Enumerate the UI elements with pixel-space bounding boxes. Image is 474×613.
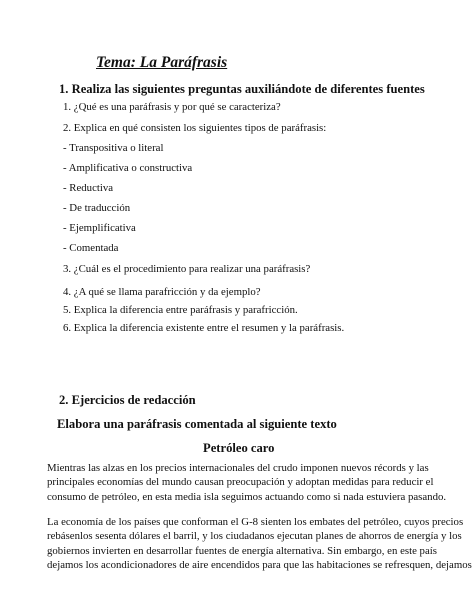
paragraph-2 <box>47 515 472 573</box>
paraphrase-type-amplificativa: - Amplificativa o constructiva <box>63 162 193 174</box>
paraphrase-type-reductiva: - Reductiva <box>63 182 114 194</box>
paragraph-1 <box>47 461 447 504</box>
paraphrase-type-transpositiva: - Transpositiva o literal <box>63 142 164 154</box>
paragraph-2-line: dejamos los acondicionadores de aire encendidos para que las habitaciones se refresquen, dejamos <box>47 559 472 572</box>
question-5: 5. Explica la diferencia entre paráfrasis y parafricción. <box>63 304 298 316</box>
paraphrase-type-traduccion: - De traducción <box>63 202 131 214</box>
question-2: 2. Explica en qué consisten los siguientes tipos de paráfrasis: <box>63 122 327 134</box>
paragraph-2-line: La economía de los países que conforman el G-8 sienten los embates del petróleo, cuyos precios <box>47 516 464 528</box>
paragraph-2-line: rebásenlos sesenta dólares el barril, y los ciudadanos ejecutan planes de ahorros de energía y los <box>47 530 462 543</box>
section1-heading: 1. Realiza las siguientes preguntas auxiliándote de diferentes fuentes <box>59 82 425 96</box>
paragraph-1-line: Mientras las alzas en los precios internacionales del crudo imponen nuevos récords y las <box>47 462 429 474</box>
section2-heading: 2. Ejercicios de redacción <box>59 393 196 407</box>
question-3: 3. ¿Cuál es el procedimiento para realizar una paráfrasis? <box>63 263 311 275</box>
paragraph-1-line: consumo de petróleo, en esta media isla seguimos actuando como si nada estuviera pasando. <box>47 490 447 503</box>
text-title: Petróleo caro <box>203 441 275 455</box>
paragraph-2-line: gobiernos invierten en desarrollar fuentes de energía alternativa. Sin embargo, en este país <box>47 544 437 557</box>
question-1: 1. ¿Qué es una paráfrasis y por qué se caracteriza? <box>63 101 281 113</box>
question-6: 6. Explica la diferencia existente entre el resumen y la paráfrasis. <box>63 322 345 334</box>
section2-instruction: Elabora una paráfrasis comentada al siguiente texto <box>57 417 337 431</box>
paraphrase-type-comentada: - Comentada <box>63 242 119 254</box>
paragraph-1-line: principales economías del mundo causan preocupación y adoptan medidas para reducir el <box>47 476 434 489</box>
question-4: 4. ¿A qué se llama parafricción y da ejemplo? <box>63 286 261 298</box>
paraphrase-type-ejemplificativa: - Ejemplificativa <box>63 222 136 234</box>
document-title: Tema: La Paráfrasis <box>96 54 228 71</box>
